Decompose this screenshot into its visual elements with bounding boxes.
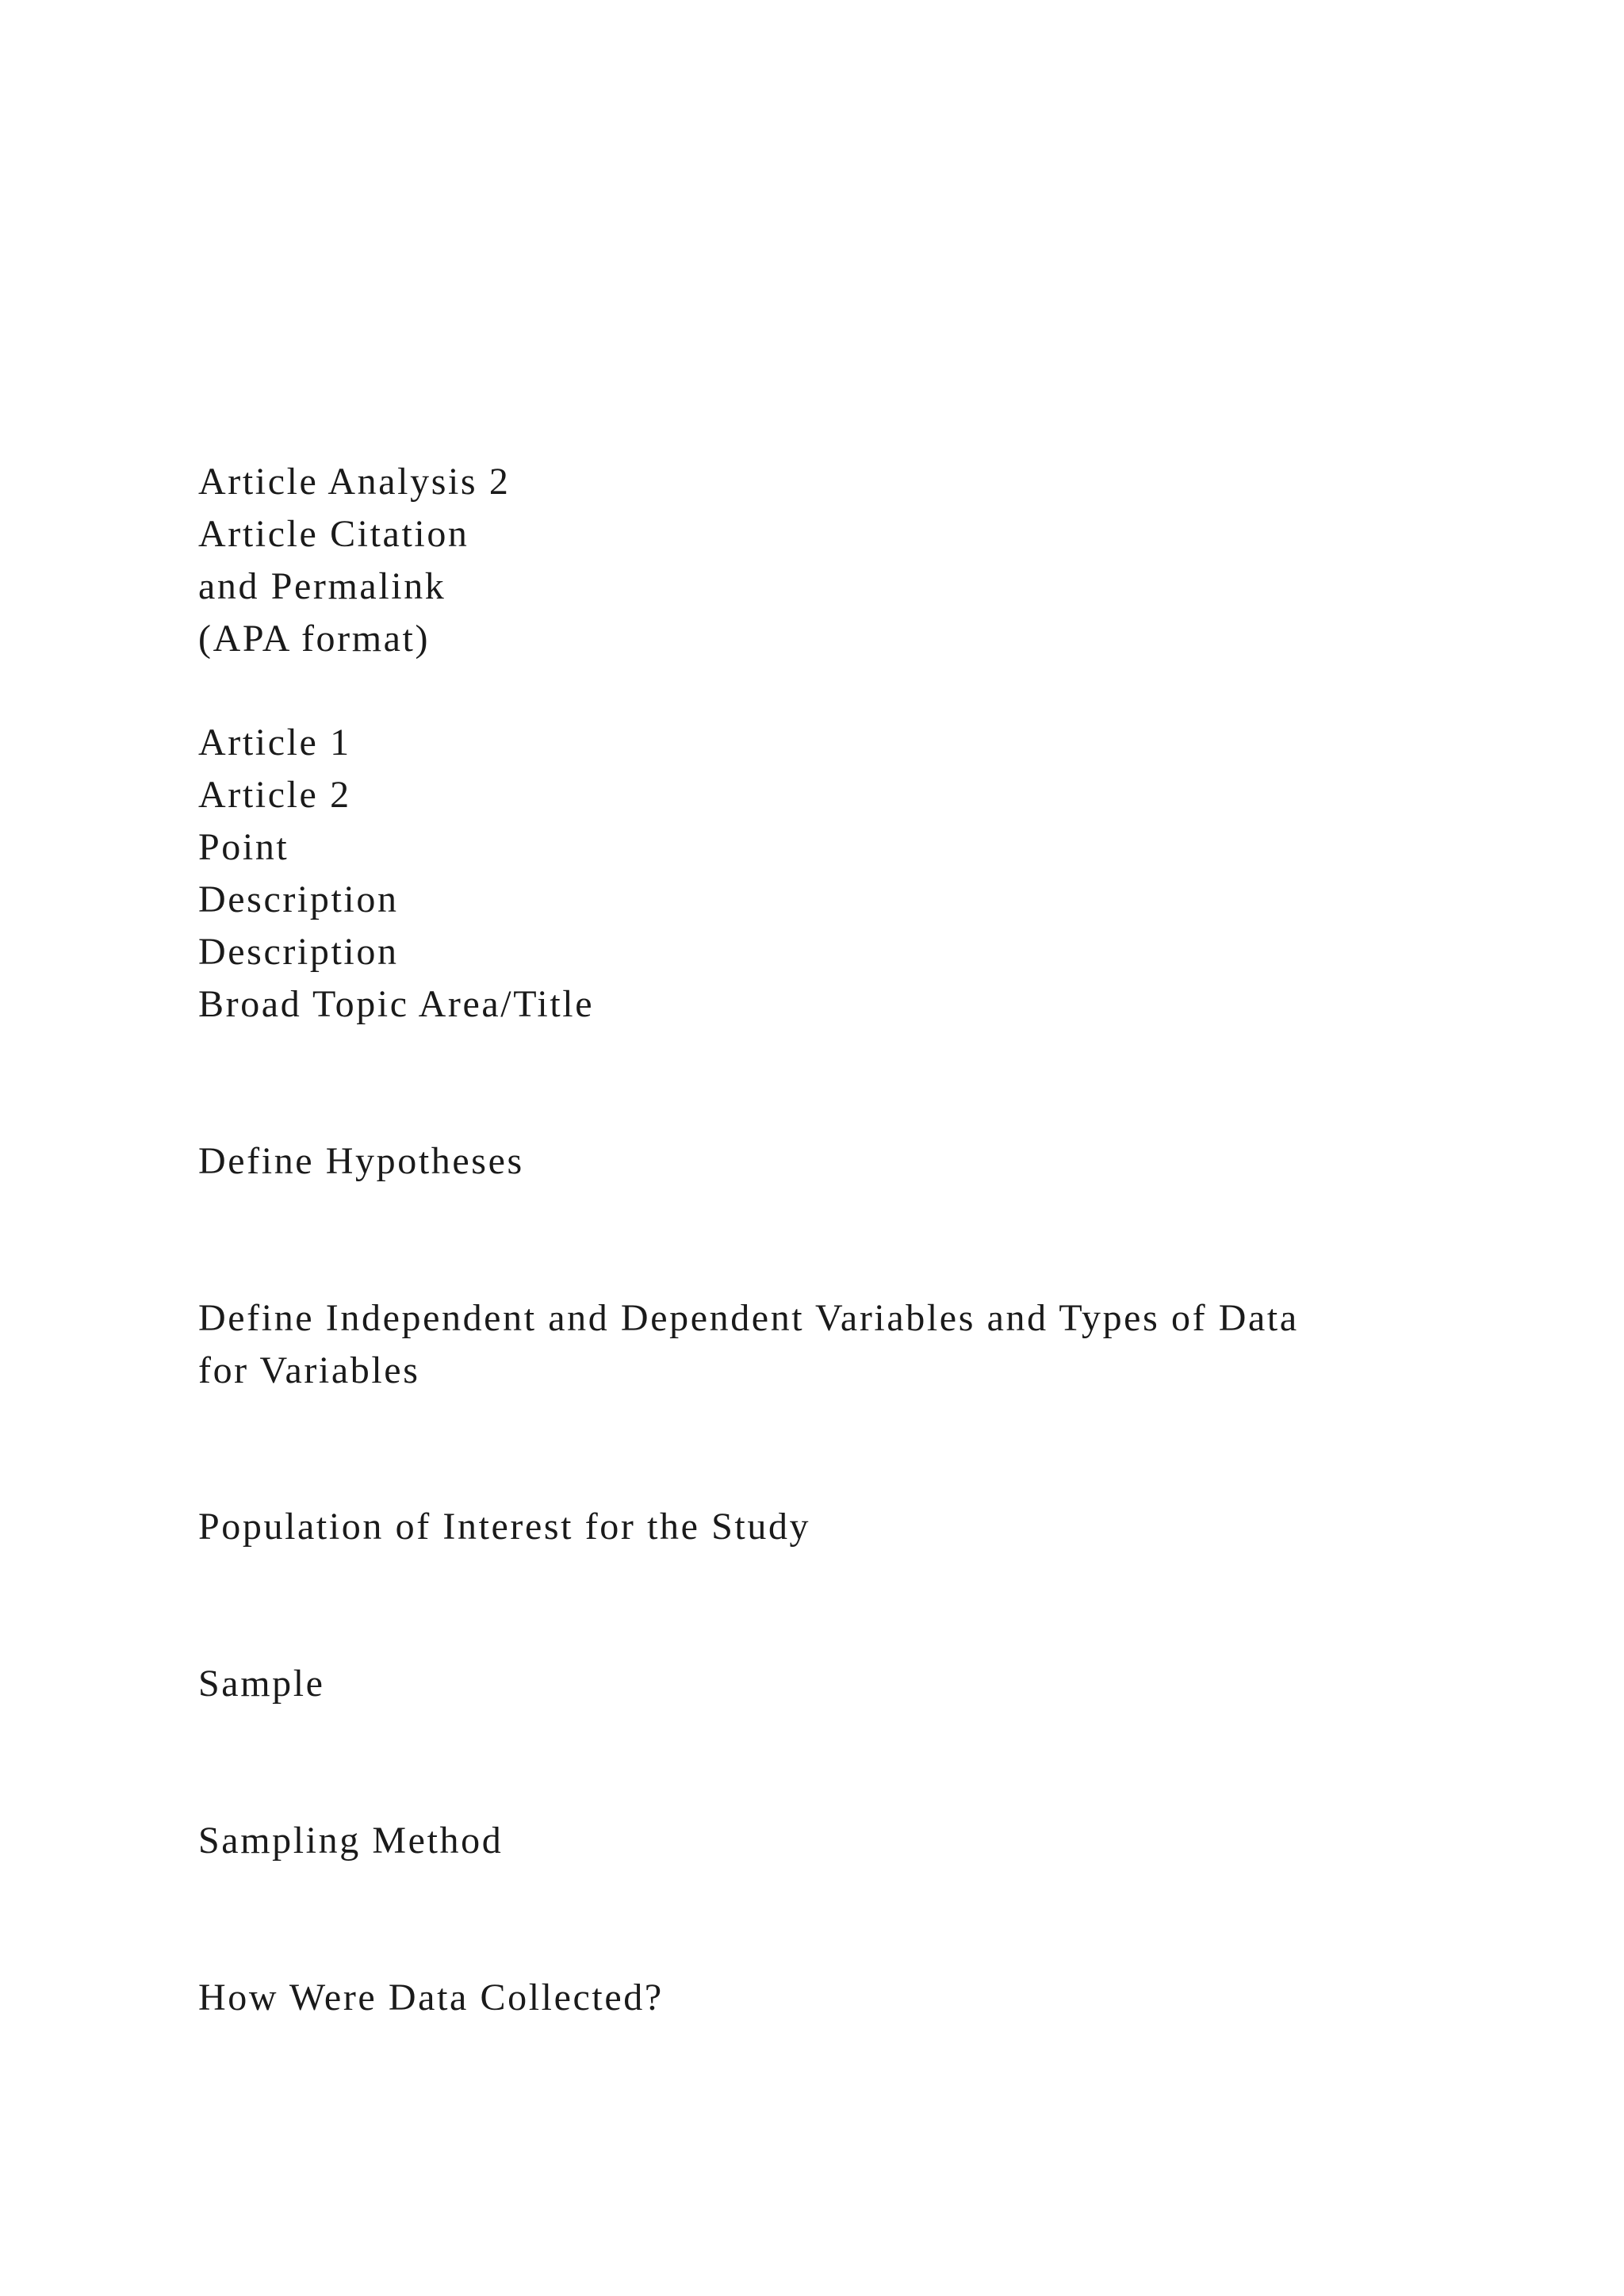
header-description-2: Description — [198, 931, 399, 973]
header-point: Point — [198, 826, 289, 868]
row-population: Population of Interest for the Study — [198, 1506, 811, 1548]
row-define-hypotheses: Define Hypotheses — [198, 1140, 524, 1182]
header-description-1: Description — [198, 878, 399, 920]
title-line-1: Article Analysis 2 — [198, 461, 511, 503]
row-variables-line-2: for Variables — [198, 1349, 420, 1391]
title-line-2: Article Citation — [198, 513, 469, 555]
header-article-2: Article 2 — [198, 774, 351, 816]
title-line-3: and Permalink — [198, 565, 446, 607]
row-broad-topic: Broad Topic Area/Title — [198, 983, 595, 1025]
title-line-4: (APA format) — [198, 618, 431, 660]
row-data-collection: How Were Data Collected? — [198, 1976, 664, 2019]
header-article-1: Article 1 — [198, 721, 351, 763]
row-variables-line-1: Define Independent and Dependent Variables and Types of Data — [198, 1297, 1299, 1339]
row-sample: Sample — [198, 1663, 325, 1705]
row-sampling-method: Sampling Method — [198, 1820, 504, 1862]
